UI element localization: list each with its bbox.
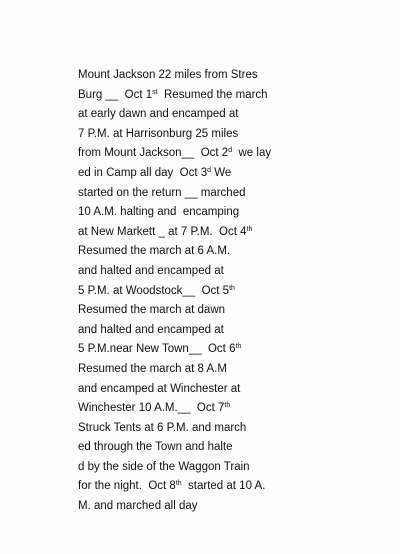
line-text: for the night. Oct 8 bbox=[78, 480, 176, 493]
text-line bbox=[78, 360, 378, 380]
line-text: started at 10 A. bbox=[181, 480, 266, 493]
superscript-text: st bbox=[152, 88, 158, 96]
text-line bbox=[78, 125, 378, 145]
transcription-text bbox=[78, 66, 378, 517]
superscript-text: th bbox=[235, 343, 242, 351]
text-line bbox=[78, 399, 378, 419]
line-text: ed in Camp all day Oct 3 bbox=[78, 166, 208, 179]
line-text: M. and marched all day bbox=[78, 500, 198, 513]
line-text: 5 P.M. at Woodstock__ Oct 5 bbox=[78, 284, 230, 297]
text-line bbox=[78, 144, 378, 164]
superscript-text: th bbox=[175, 480, 182, 488]
text-line bbox=[78, 203, 378, 223]
line-text: d by the side of the Waggon Train bbox=[78, 460, 250, 473]
text-line bbox=[78, 340, 378, 360]
text-line bbox=[78, 262, 378, 282]
text-line bbox=[78, 419, 378, 439]
superscript-text: th bbox=[224, 402, 231, 410]
line-text: 10 A.M. halting and encamping bbox=[78, 206, 240, 219]
superscript-text: th bbox=[246, 225, 253, 233]
line-text: and halted and encamped at bbox=[78, 264, 224, 277]
text-line bbox=[78, 497, 378, 517]
text-line bbox=[78, 301, 378, 321]
line-text: we lay bbox=[232, 147, 272, 160]
text-line bbox=[78, 184, 378, 204]
text-line bbox=[78, 105, 378, 125]
text-line bbox=[78, 86, 378, 106]
line-text: and encamped at Winchester at bbox=[78, 382, 241, 395]
text-line bbox=[78, 164, 378, 184]
line-text: Burg __ Oct 1 bbox=[78, 88, 153, 101]
line-text: Mount Jackson 22 miles from Stres bbox=[78, 69, 258, 81]
line-text: Resumed the march at dawn bbox=[78, 304, 226, 317]
superscript-text: d bbox=[228, 147, 233, 155]
line-text: started on the return __ marched bbox=[78, 186, 246, 199]
line-text: from Mount Jackson__ Oct 2 bbox=[78, 147, 229, 160]
superscript-text: th bbox=[229, 284, 235, 292]
line-text: We bbox=[211, 166, 232, 179]
line-text: Resumed the march at 6 A.M. bbox=[78, 245, 231, 258]
line-text: 7 P.M. at Harrisonburg 25 miles bbox=[78, 127, 239, 140]
text-line bbox=[78, 242, 378, 262]
line-text: Resumed the march at 8 A.M bbox=[78, 362, 227, 375]
line-text: Struck Tents at 6 P.M. and march bbox=[78, 421, 247, 434]
text-line bbox=[78, 282, 378, 302]
line-text: at New Markett _ at 7 P.M. Oct 4 bbox=[78, 225, 247, 238]
text-line bbox=[78, 438, 378, 458]
text-line bbox=[78, 223, 378, 243]
text-line bbox=[78, 321, 378, 341]
line-text: 5 P.M.near New Town__ Oct 6 bbox=[78, 343, 236, 356]
line-text: ed through the Town and halte bbox=[78, 441, 233, 454]
line-text: at early dawn and encamped at bbox=[78, 108, 239, 121]
line-text: Winchester 10 A.M.__ Oct 7 bbox=[78, 402, 225, 415]
text-line bbox=[78, 458, 378, 478]
text-line bbox=[78, 477, 378, 497]
line-text: Resumed the march bbox=[157, 88, 268, 101]
line-text: and halted and encamped at bbox=[78, 323, 224, 336]
text-line bbox=[78, 380, 378, 400]
text-line bbox=[78, 66, 378, 86]
superscript-text: d bbox=[207, 166, 212, 174]
